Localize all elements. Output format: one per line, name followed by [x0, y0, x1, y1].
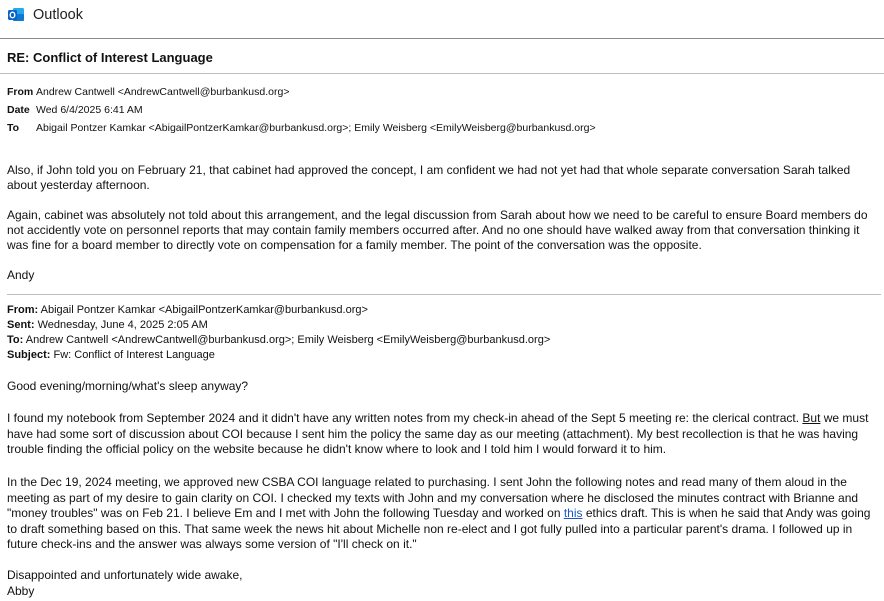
- forwarded-paragraph-1: [7, 411, 881, 458]
- header-divider: [0, 38, 884, 39]
- forwarded-subject-row: [7, 348, 215, 363]
- date-value: Wed 6/4/2025 6:41 AM: [36, 104, 143, 116]
- forwarded-subject-label: Subject:: [7, 349, 51, 361]
- forwarded-closing: [7, 568, 881, 599]
- message-subject: RE: Conflict of Interest Language: [7, 50, 213, 65]
- reply-signoff-text: Andy: [7, 268, 35, 282]
- forwarded-paragraph-2-part-b: ethics draft. This is when he said that Andy was going to draft something based on this. That same week the news hit about Michelle non re-elect and I got fully pulled into a particular parent's drama. I followed up in future check-ins and the answer was always some version of "I'll check on it.": [7, 506, 871, 551]
- date-label: Date: [7, 104, 30, 116]
- forwarded-from-label: From:: [7, 304, 39, 316]
- forwarded-closing-text: Disappointed and unfortunately wide awake,: [7, 568, 243, 582]
- forwarded-paragraph-1-part-a: I found my notebook from September 2024 and it didn't have any written notes from my check-in ahead of the Sept 5 meeting re: the clerical contract.: [7, 411, 803, 425]
- forwarded-from-value: Abigail Pontzer Kamkar <AbigailPontzerKamkar@burbankusd.org>: [40, 304, 368, 316]
- app-name: Outlook: [33, 7, 83, 23]
- forwarded-to-label: To:: [7, 334, 24, 346]
- forward-divider: [7, 294, 881, 295]
- app-header: [0, 0, 884, 36]
- forwarded-signature: Abby: [7, 583, 35, 598]
- reply-paragraph-1: [7, 163, 875, 193]
- from-label: From: [7, 86, 34, 98]
- to-row: [7, 122, 596, 134]
- outlook-icon: [7, 6, 25, 24]
- date-row: [7, 104, 143, 116]
- forwarded-to-value: Andrew Cantwell <AndrewCantwell@burbankusd.org>; Emily Weisberg <EmilyWeisberg@burbankusd.org>: [25, 334, 551, 346]
- from-value[interactable]: Andrew Cantwell <AndrewCantwell@burbankusd.org>: [36, 86, 290, 98]
- forwarded-from-row: [7, 303, 368, 318]
- forwarded-greeting: [7, 379, 881, 395]
- to-label: To: [7, 122, 20, 134]
- forwarded-paragraph-2-part-a: In the Dec 19, 2024 meeting, we approved new CSBA COI language related to purchasing. I sent John the following notes and read many of them aloud in the meeting as part of my desire to gain clarity on COI. I checked my texts with John and my conversation where he disclosed the minutes contract with Brianne and "money troubles" was on Feb 21. I believe Em and I met with John the following Tuesday and worked on: [7, 475, 859, 520]
- ethics-draft-link[interactable]: this: [563, 506, 583, 520]
- forwarded-paragraph-2-text: [7, 475, 881, 553]
- subject-divider: [0, 73, 884, 74]
- reply-signoff: [7, 268, 875, 283]
- reply-paragraph-2-text: Again, cabinet was absolutely not told about this arrangement, and the legal discussion from Sarah about how we need to be careful to ensure Board members do not accidently vote on personnel reports that may contain family members occurred after. And no one should have walked away from that conversation thinking it was fine for a board member to directly vote on compensation for a family member. The point of the conversation was the opposite.: [7, 208, 868, 252]
- forwarded-sent-value: Wednesday, June 4, 2025 2:05 AM: [37, 319, 208, 331]
- underlined-but: But: [802, 411, 821, 425]
- forwarded-greeting-text: Good evening/morning/what's sleep anyway?: [7, 379, 249, 393]
- reply-paragraph-1-text: Also, if John told you on February 21, that cabinet had approved the concept, I am confident we had not yet had that whole separate conversation Sarah talked about yesterday afternoon.: [7, 163, 851, 192]
- forwarded-paragraph-2: [7, 475, 881, 553]
- forwarded-sent-row: [7, 318, 208, 333]
- forwarded-sent-label: Sent:: [7, 319, 35, 331]
- to-value[interactable]: Abigail Pontzer Kamkar <AbigailPontzerKamkar@burbankusd.org>; Emily Weisberg <EmilyWeisberg@burbankusd.org>: [36, 122, 596, 134]
- from-row: [7, 86, 289, 98]
- forwarded-to-row: [7, 333, 550, 348]
- forwarded-paragraph-1-text: [7, 411, 881, 458]
- reply-paragraph-2: [7, 208, 875, 253]
- forwarded-paragraph-1-part-b: we must have had some sort of discussion about COI because I sent him the policy the same day as our meeting (attachment). My best recollection is that he was having trouble finding the official policy on the website because he didn't know where to look and I told him I would forward it to him.: [7, 411, 869, 456]
- forwarded-subject-value: Fw: Conflict of Interest Language: [53, 349, 215, 361]
